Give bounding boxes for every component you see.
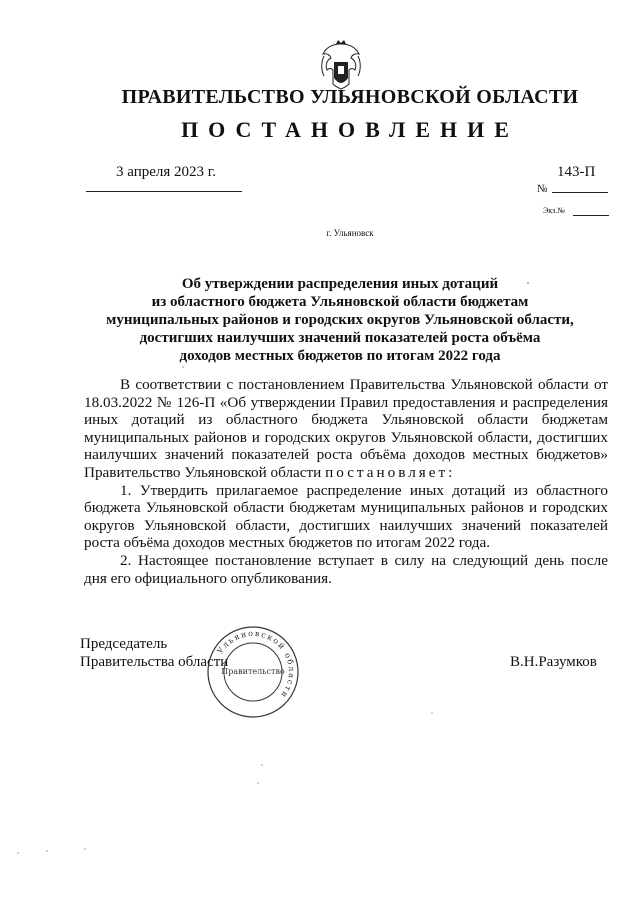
signatory-position-line1: Председатель: [80, 636, 168, 652]
svg-text:Ульяновской области: Ульяновской области: [215, 628, 297, 701]
decision-word: постановляет: [325, 463, 449, 481]
number-underline: [552, 192, 608, 193]
svg-text:Правительство: Правительство: [221, 667, 285, 676]
preamble-paragraph: [84, 376, 608, 482]
coat-of-arms-emblem: [318, 40, 364, 92]
official-seal-stamp: [206, 625, 300, 719]
title-line: из областного бюджета Ульяновской области бюджетам: [151, 294, 529, 310]
copy-underline: [573, 215, 609, 216]
signatory-position-line2: Правительства области: [80, 654, 229, 670]
title-line: Об утверждении распределения иных дотаций: [181, 276, 499, 292]
city-name: г. Ульяновск: [326, 228, 374, 238]
document-type: ПОСТАНОВЛЕНИЕ: [181, 117, 519, 142]
decree-body: [84, 376, 608, 587]
date-underline: [86, 191, 242, 192]
title-line: муниципальных районов и городских округов Ульяновской области,: [106, 312, 574, 328]
signatory-name: В.Н.Разумков: [510, 654, 597, 670]
copy-label: Экз.№: [543, 206, 565, 215]
item-2-paragraph: 2. Настоящее постановление вступает в силу на следующий день после дня его официального опубликования.: [84, 551, 608, 587]
preamble-text: В соответствии с постановлением Правительства Ульяновской области от 18.03.2022 № 126-П «Об утверждении Правил предоставления и распределения иных дотаций из областного бюджета Ульяновской области бюджетам муниципальных районов и городских округов Ульяновской области, достигших наилучших значений показателей роста объёма доходов местных бюджетов» Правительство Ульяновской области: [84, 376, 608, 481]
title-line: доходов местных бюджетов по итогам 2022 года: [179, 348, 501, 364]
decree-title: [90, 275, 590, 365]
decree-date: 3 апреля 2023 г.: [116, 164, 216, 180]
decree-number: 143-П: [557, 164, 596, 180]
number-sign: №: [537, 183, 548, 195]
decision-colon: :: [448, 463, 453, 481]
item-1-paragraph: 1. Утвердить прилагаемое распределение иных дотаций из областного бюджета Ульяновской области бюджетам муниципальных районов и городских округов Ульяновской области, достигших наилучших значений показателей роста объёма доходов местных бюджетов по итогам 2022 года.: [84, 481, 608, 552]
title-line: достигших наилучших значений показателей роста объёма: [139, 330, 541, 346]
government-name: ПРАВИТЕЛЬСТВО УЛЬЯНОВСКОЙ ОБЛАСТИ: [121, 86, 579, 108]
